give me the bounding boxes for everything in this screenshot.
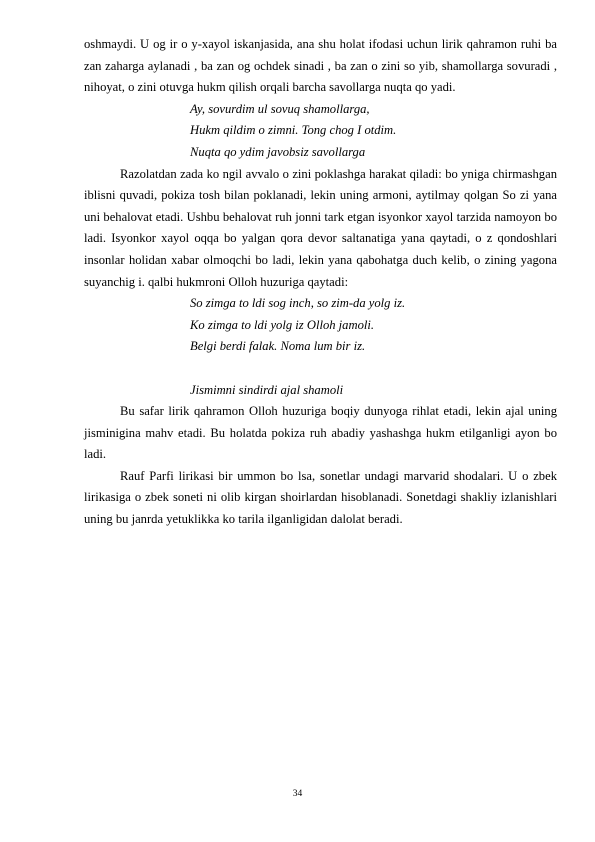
verse-line: Jismimni sindirdi ajal shamoli	[190, 382, 344, 397]
page-number: 34	[292, 789, 303, 799]
paragraph-2: Razolatdan zada ko ngil avvalo o zini poklashga harakat qiladi: bo yniga chirmashgan iblisni quvadi, pokiza tosh bilan poklanadi, lekin uning armoni, aytilmay qolgan So zi yana uni behalovat etadi. Ushbu behalovat ruh jonni tark etgan isyonkor xayol tarzida namoyon bo ladi. Isyonkor xayol oqqa bo yalgan qora devor saltanatiga yana qaytadi, o z qondoshlari insonlar holidan xabar olmoqchi bo ladi, lekin yana qabohatga duch kelib, o zining yagona suyanchig i. qalbi hukmroni Olloh huzuriga qaytadi:	[84, 166, 557, 289]
verse-line: Belgi berdi falak. Noma lum bir iz.	[190, 339, 366, 354]
stanza-gap	[84, 358, 557, 380]
verse-block-3	[84, 380, 557, 402]
verse-block-2	[84, 293, 557, 358]
verse-line: Ko zimga to ldi yolg iz Olloh jamoli.	[190, 317, 375, 332]
paragraph-4: Rauf Parfi lirikasi bir ummon bo lsa, sonetlar undagi marvarid shodalari. U o zbek lirikasiga o zbek soneti ni olib kirgan shoirlardan hisoblanadi. Sonetdagi shakliy izlanishlari uning bu janrda yetuklikka ko tarila ilganligidan dalolat beradi.	[84, 468, 557, 527]
verse-line: Nuqta qo ydim javobsiz savollarga	[190, 144, 366, 159]
page-body	[84, 34, 557, 531]
verse-line: So zimga to ldi sog inch, so zim-da yolg iz.	[190, 296, 406, 311]
verse-block-1	[84, 99, 557, 164]
verse-line: Hukm qildim o zimni. Tong chog I otdim.	[190, 123, 397, 138]
paragraph-3: Bu safar lirik qahramon Olloh huzuriga boqiy dunyoga rihlat etadi, lekin ajal uning jisminigina mahv etadi. Bu holatda pokiza ruh abadiy yashashga hukm etilganligi ayon bo ladi.	[84, 404, 557, 462]
verse-line: Ay, sovurdim ul sovuq shamollarga,	[190, 101, 370, 116]
paragraph-1: oshmaydi. U og ir o y-xayol iskanjasida, ana shu holat ifodasi uchun lirik qahramon ruhi ba zan zaharga aylanadi , ba zan og ochdek sinadi , ba zan o zini so yib, shamollarga sovuradi , nihoyat, o zini otuvga hukm qilish orqali barcha savollarga nuqta qo yadi.	[84, 37, 557, 95]
